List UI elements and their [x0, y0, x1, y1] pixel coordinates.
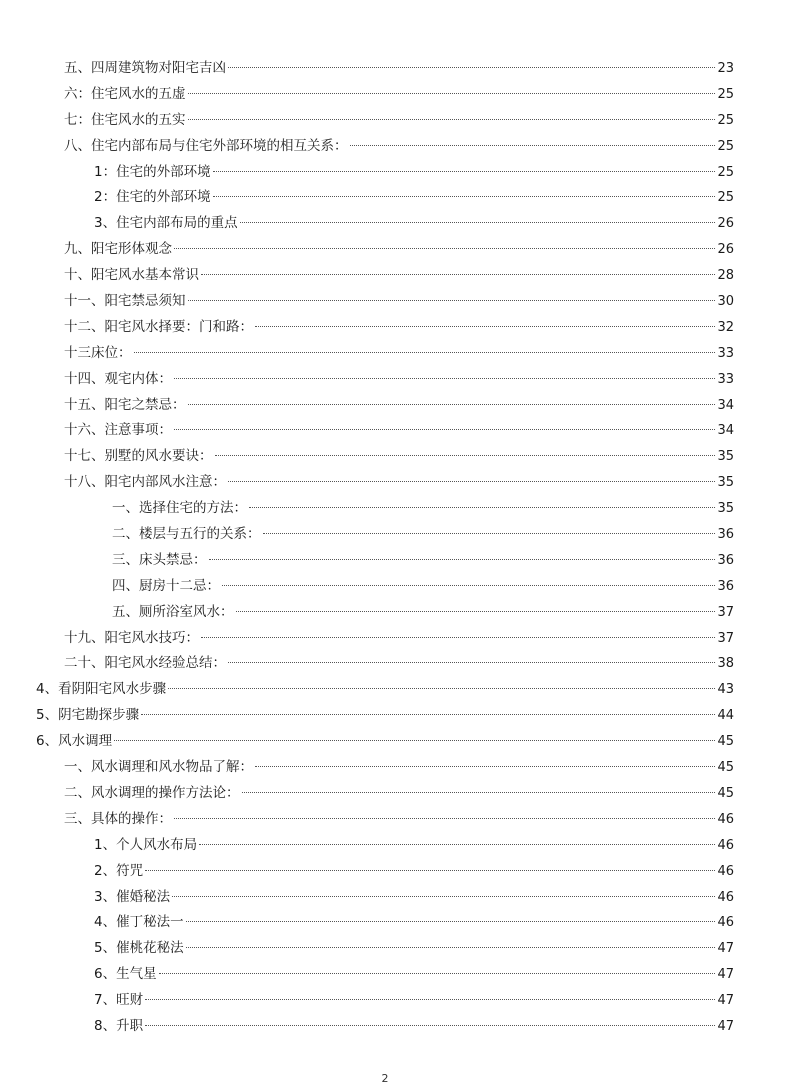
toc-entry[interactable] [0, 936, 799, 962]
toc-entry[interactable] [0, 315, 799, 341]
toc-entry-title: 1、个人风水布局 [94, 836, 198, 853]
toc-entry-page: 26 [717, 216, 734, 232]
toc-entry[interactable] [0, 988, 799, 1014]
toc-dot-leader [145, 999, 715, 1000]
toc-dot-leader [222, 585, 715, 586]
toc-entry[interactable] [0, 444, 799, 470]
toc-dot-leader [228, 662, 715, 663]
toc-entry-page: 25 [717, 190, 734, 206]
toc-entry[interactable] [0, 522, 799, 548]
toc-entry-title: 4、催丁秘法一 [94, 914, 184, 931]
toc-entry-title: 3、住宅内部布局的重点 [94, 215, 238, 232]
toc-dot-leader [228, 67, 715, 68]
toc-entry-page: 47 [717, 967, 734, 983]
toc-entry[interactable] [0, 263, 799, 289]
toc-entry-title: 七：住宅风水的五实 [64, 111, 186, 128]
toc-entry-title: 十一、阳宅禁忌须知 [64, 293, 186, 310]
toc-entry-title: 7、旺财 [94, 992, 144, 1009]
toc-entry[interactable] [0, 910, 799, 936]
toc-entry-page: 45 [717, 785, 734, 801]
toc-dot-leader [350, 145, 716, 146]
toc-entry[interactable] [0, 418, 799, 444]
toc-entry[interactable] [0, 781, 799, 807]
toc-entry-title: 二、楼层与五行的关系： [112, 526, 261, 543]
toc-entry-title: 一、风水调理和风水物品了解： [64, 759, 253, 776]
toc-entry-title: 十二、阳宅风水择要：门和路： [64, 318, 253, 335]
toc-entry[interactable] [0, 1014, 799, 1040]
toc-entry[interactable] [0, 237, 799, 263]
toc-dot-leader [145, 870, 715, 871]
toc-entry-title: 十六、注意事项： [64, 422, 172, 439]
toc-dot-leader [174, 248, 715, 249]
toc-entry[interactable] [0, 962, 799, 988]
toc-entry-page: 44 [717, 708, 734, 724]
toc-entry[interactable] [0, 393, 799, 419]
toc-entry-title: 二十、阳宅风水经验总结： [64, 655, 226, 672]
toc-entry-page: 33 [717, 371, 734, 387]
toc-entry-title: 6、风水调理 [36, 733, 113, 750]
toc-entry-page: 38 [717, 656, 734, 672]
toc-dot-leader [172, 896, 715, 897]
toc-entry-page: 25 [717, 138, 734, 154]
toc-entry-title: 5、阴宅勘探步骤 [36, 707, 140, 724]
toc-entry[interactable] [0, 134, 799, 160]
toc-entry-page: 34 [717, 397, 734, 413]
toc-entry-page: 26 [717, 242, 734, 258]
toc-dot-leader [186, 947, 716, 948]
toc-entry[interactable] [0, 289, 799, 315]
toc-dot-leader [201, 274, 715, 275]
toc-dot-leader [174, 429, 715, 430]
toc-entry-title: 六：住宅风水的五虚 [64, 85, 186, 102]
toc-entry[interactable] [0, 859, 799, 885]
toc-entry-page: 25 [717, 112, 734, 128]
toc-entry[interactable] [0, 574, 799, 600]
toc-entry-title: 十、阳宅风水基本常识 [64, 267, 199, 284]
toc-entry[interactable] [0, 626, 799, 652]
toc-entry[interactable] [0, 211, 799, 237]
toc-entry-page: 47 [717, 1018, 734, 1034]
toc-entry[interactable] [0, 833, 799, 859]
toc-dot-leader [255, 766, 715, 767]
toc-entry-page: 45 [717, 760, 734, 776]
toc-dot-leader [134, 352, 716, 353]
toc-dot-leader [188, 93, 716, 94]
toc-entry-title: 九、阳宅形体观念 [64, 241, 172, 258]
toc-entry-page: 37 [717, 604, 734, 620]
toc-entry[interactable] [0, 160, 799, 186]
toc-entry-title: 一、选择住宅的方法： [112, 500, 247, 517]
toc-entry-page: 47 [717, 941, 734, 957]
toc-entry-page: 46 [717, 863, 734, 879]
toc-entry[interactable] [0, 807, 799, 833]
toc-entry-page: 25 [717, 164, 734, 180]
toc-entry-page: 36 [717, 552, 734, 568]
toc-entry-page: 35 [717, 449, 734, 465]
toc-entry-page: 43 [717, 682, 734, 698]
toc-dot-leader [209, 559, 716, 560]
page-number: 2 [381, 1072, 389, 1085]
toc-dot-leader [213, 171, 716, 172]
toc-entry-page: 35 [717, 501, 734, 517]
toc-entry[interactable] [0, 56, 799, 82]
toc-dot-leader [188, 119, 716, 120]
toc-entry-page: 35 [717, 475, 734, 491]
toc-entry-page: 46 [717, 889, 734, 905]
toc-dot-leader [168, 688, 715, 689]
toc-entry-title: 四、厨房十二忌： [112, 577, 220, 594]
toc-dot-leader [145, 1025, 715, 1026]
toc-entry-title: 8、升职 [94, 1017, 144, 1034]
toc-entry-page: 32 [717, 319, 734, 335]
toc-entry-page: 34 [717, 423, 734, 439]
toc-entry-title: 5、催桃花秘法 [94, 940, 184, 957]
toc-dot-leader [188, 404, 716, 405]
toc-entry-title: 3、催婚秘法 [94, 888, 171, 905]
toc-entry-page: 37 [717, 630, 734, 646]
toc-dot-leader [186, 921, 716, 922]
toc-entry-title: 4、看阴阳宅风水步骤 [36, 681, 167, 698]
toc-entry[interactable] [0, 600, 799, 626]
toc-entry[interactable] [0, 496, 799, 522]
toc-dot-leader [255, 326, 715, 327]
toc-entry-title: 十五、阳宅之禁忌： [64, 396, 186, 413]
toc-entry-page: 30 [717, 294, 734, 310]
toc-dot-leader [228, 481, 715, 482]
toc-entry-page: 25 [717, 86, 734, 102]
toc-entry[interactable] [0, 185, 799, 211]
toc-dot-leader [174, 378, 715, 379]
toc-entry[interactable] [0, 755, 799, 781]
toc-dot-leader [249, 507, 715, 508]
toc-dot-leader [215, 455, 716, 456]
toc-entry-title: 二、风水调理的操作方法论： [64, 784, 240, 801]
toc-entry[interactable] [0, 470, 799, 496]
toc-entry-title: 八、住宅内部布局与住宅外部环境的相互关系： [64, 137, 348, 154]
toc-dot-leader [114, 740, 715, 741]
toc-entry-title: 十七、别墅的风水要诀： [64, 448, 213, 465]
toc-entry-title: 三、具体的操作： [64, 810, 172, 827]
toc-entry-page: 46 [717, 915, 734, 931]
toc-dot-leader [199, 844, 715, 845]
toc-entry[interactable] [0, 651, 799, 677]
toc-entry-page: 46 [717, 837, 734, 853]
toc-entry[interactable] [0, 548, 799, 574]
toc-entry[interactable] [0, 677, 799, 703]
toc-dot-leader [141, 714, 715, 715]
toc-entry-title: 6、生气星 [94, 966, 157, 983]
toc-entry-title: 五、四周建筑物对阳宅吉凶 [64, 60, 226, 76]
toc-entry-page: 33 [717, 345, 734, 361]
toc-dot-leader [201, 637, 715, 638]
toc-entry[interactable] [0, 729, 799, 755]
toc-entry-title: 2、符咒 [94, 862, 144, 879]
toc-dot-leader [174, 818, 715, 819]
toc-entry[interactable] [0, 367, 799, 393]
toc-dot-leader [240, 222, 716, 223]
toc-entry-title: 1：住宅的外部环境 [94, 163, 211, 180]
toc-entry[interactable] [0, 341, 799, 367]
toc-entry[interactable] [0, 885, 799, 911]
toc-entry[interactable] [0, 82, 799, 108]
toc-entry-title: 十三床位： [64, 344, 132, 361]
toc-entry-page: 46 [717, 811, 734, 827]
toc-entry-title: 五、厕所浴室风水： [112, 603, 234, 620]
toc-entry-title: 十九、阳宅风水技巧： [64, 629, 199, 646]
toc-dot-leader [242, 792, 716, 793]
toc-entry-title: 十八、阳宅内部风水注意： [64, 474, 226, 491]
table-of-contents [0, 56, 799, 1040]
toc-entry-title: 十四、观宅内体： [64, 370, 172, 387]
toc-entry-title: 2：住宅的外部环境 [94, 189, 211, 206]
toc-entry-page: 45 [717, 734, 734, 750]
toc-entry[interactable] [0, 703, 799, 729]
toc-entry[interactable] [0, 108, 799, 134]
toc-dot-leader [213, 196, 716, 197]
toc-entry-page: 36 [717, 578, 734, 594]
toc-dot-leader [236, 611, 716, 612]
toc-dot-leader [263, 533, 716, 534]
toc-entry-page: 28 [717, 268, 734, 284]
toc-dot-leader [159, 973, 716, 974]
toc-entry-page: 47 [717, 993, 734, 1009]
toc-entry-page: 36 [717, 527, 734, 543]
toc-entry-title: 三、床头禁忌： [112, 551, 207, 568]
toc-entry-page: 23 [717, 61, 734, 76]
toc-dot-leader [188, 300, 716, 301]
